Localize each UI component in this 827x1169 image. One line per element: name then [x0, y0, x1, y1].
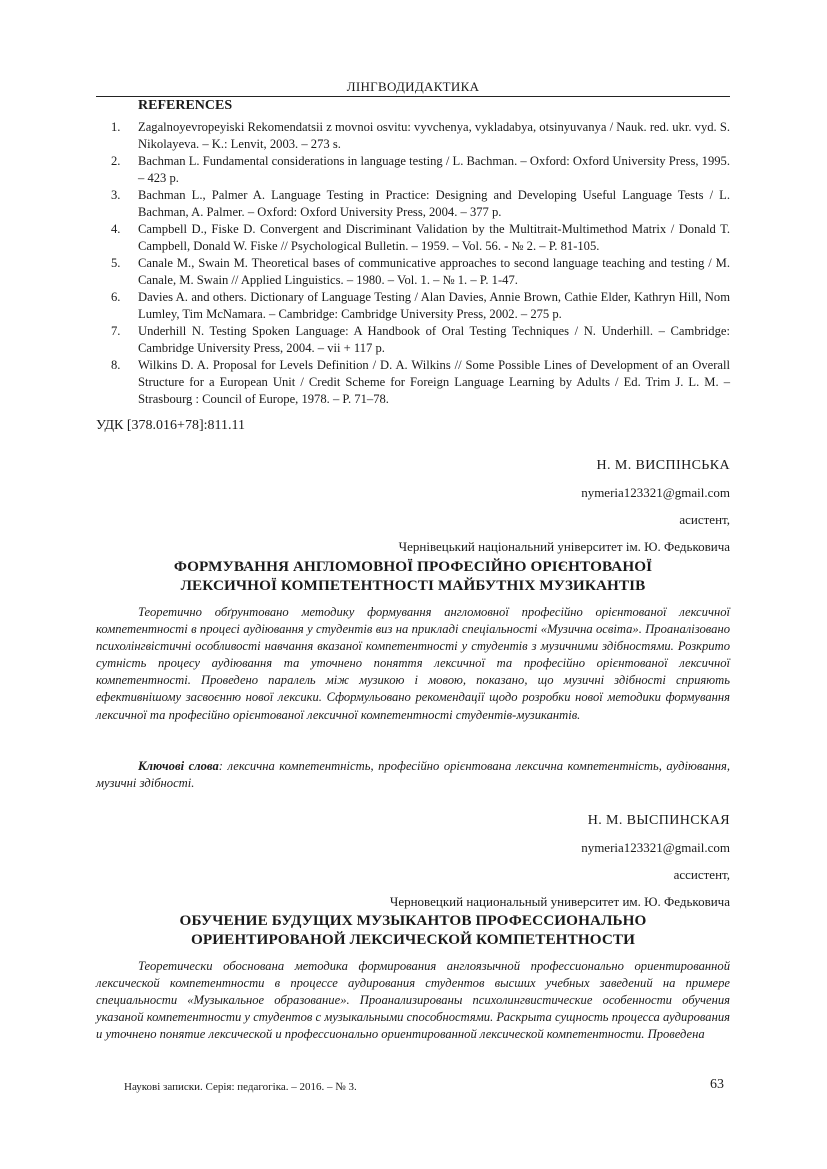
running-header: ЛІНГВОДИДАКТИКА [346, 79, 480, 94]
abstract-uk: Теоретично обґрунтовано методику формування англомовної професійно орієнтованої лексичної компетентності в процесі аудіювання у студентів виз на прикладі спеціальності «Музична освіта». Проаналізовано психолінгвістичні особливості навчання вказаної компетентності у студентів з музичними здібностями. Розкрито сутність процесу аудіювання та уточнено поняття лексичної та професійно орієнтованої лексичної компетентності. Проведено паралель між музикою і мовою, показано, що музичні здібності сприяють ефективнішому засвоєнню нової лексики. Сформульовано рекомендації щодо розробки нової методики формування лексичної та професійно орієнтованої лексичної компетентності студентів-музикантів. [96, 605, 730, 722]
reference-item: 1. Zagalnoyevropeyiski Rekomendatsii z movnoi osvitu: vyvchenya, vykladabya, otsinyuvanya / Nauk. red. ukr. vyd. S. Nikolayeva. – K.: Lenvit, 2003. – 273 s. [111, 120, 730, 151]
author-position: асистент, [679, 512, 730, 527]
author-email: nymeria123321@gmail.com [581, 485, 730, 500]
footer-journal: Наукові записки. Серія: педагогіка. – 2016. – № 3. [124, 1081, 357, 1093]
article-title-uk: ФОРМУВАННЯ АНГЛОМОВНОЇ ПРОФЕСІЙНО ОРІЄНТОВАНОЇ ЛЕКСИЧНОЇ КОМПЕТЕНТНОСТІ МАЙБУТНІХ МУЗИКАНТІВ [173, 558, 653, 594]
author-affiliation: Чернівецький національний університет ім. Ю. Федьковича [398, 539, 730, 554]
reference-item: 2. Bachman L. Fundamental considerations in language testing / L. Bachman. – Oxford: Oxford University Press, 1995. – 423 p. [111, 154, 730, 185]
udk-code: УДК [378.016+78]:811.11 [96, 418, 245, 433]
reference-item: 3. Bachman L., Palmer A. Language Testing in Practice: Designing and Developing Useful Language Tests / L. Bachman, A. Palmer. – Oxford: Oxford University Press, 2004. – 377 p. [111, 188, 730, 219]
author-block-uk [96, 456, 730, 557]
abstract-ru: Теоретически обоснована методика формирования англоязычной профессионально ориентированной лексической компетентности в процессе аудирования студентов высших учебных заведений на примере специальности «Музыкальное образование». Проанализированы психолингвистические особенности обучения указаной компетентности у студентов с музыкальными способностями. Раскрыта сущность процесса аудирования и уточнено понятие лексической и профессионально ориентированной лексической компетентности. Проведена [96, 959, 730, 1042]
author-name: Н. М. ВЫСПИНСКАЯ [587, 813, 730, 828]
author-affiliation: Черновецкий национальный университет им. Ю. Федьковича [389, 894, 730, 909]
reference-item: 8. Wilkins D. A. Proposal for Levels Definition / D. A. Wilkins // Some Possible Lines of Development of an Overall Structure for a European Unit / Credit Scheme for Foreign Language Learning by Adults / Ed. Trim J. L. M. – Strasbourg : Council of Europe, 1978. – P. 71–78. [111, 358, 730, 406]
reference-item: 5. Canale M., Swain M. Theoretical bases of communicative approaches to second language teaching and testing / M. Canale, M. Swain // Applied Linguistics. – 1980. – Vol. 1. – № 1. – P. 1-47. [111, 256, 730, 287]
article-title-ru: ОБУЧЕНИЕ БУДУЩИХ МУЗЫКАНТОВ ПРОФЕССИОНАЛЬНО ОРИЕНТИРОВАНОЙ ЛЕКСИЧЕСКОЙ КОМПЕТЕНТНОСТИ [179, 912, 647, 948]
reference-item: 4. Campbell D., Fiske D. Convergent and Discriminant Validation by the Multitrait-Multimethod Matrix / Donald T. Campbell, Donald W. Fiske // Psychological Bulletin. – 1959. – Vol. 56. - № 2. – P. 81-105. [111, 222, 730, 253]
author-position: ассистент, [673, 867, 730, 882]
references-title: REFERENCES [138, 98, 233, 113]
author-name: Н. М. ВИСПІНСЬКА [596, 458, 730, 473]
keywords-label: Ключові слова [138, 759, 219, 773]
reference-item: 6. Davies A. and others. Dictionary of Language Testing / Alan Davies, Annie Brown, Cathie Elder, Kathryn Hill, Nom Lumley, Tim McNamara. – Cambridge: Cambridge University Press, 2002. – 275 p. [111, 290, 730, 321]
header-rule [96, 96, 730, 97]
page-number: 63 [710, 1077, 724, 1092]
author-block-ru [96, 811, 730, 912]
keywords-uk [96, 758, 730, 792]
reference-item: 7. Underhill N. Testing Spoken Language: A Handbook of Oral Testing Techniques / N. Underhill. – Cambridge: Cambridge University Press, 2004. – vii + 117 p. [111, 324, 730, 355]
references-list [96, 119, 730, 408]
author-email: nymeria123321@gmail.com [581, 840, 730, 855]
keywords-text: : лексична компетентність, професійно орієнтована лексична компетентність, аудіювання, музичні здібності. [96, 759, 731, 791]
